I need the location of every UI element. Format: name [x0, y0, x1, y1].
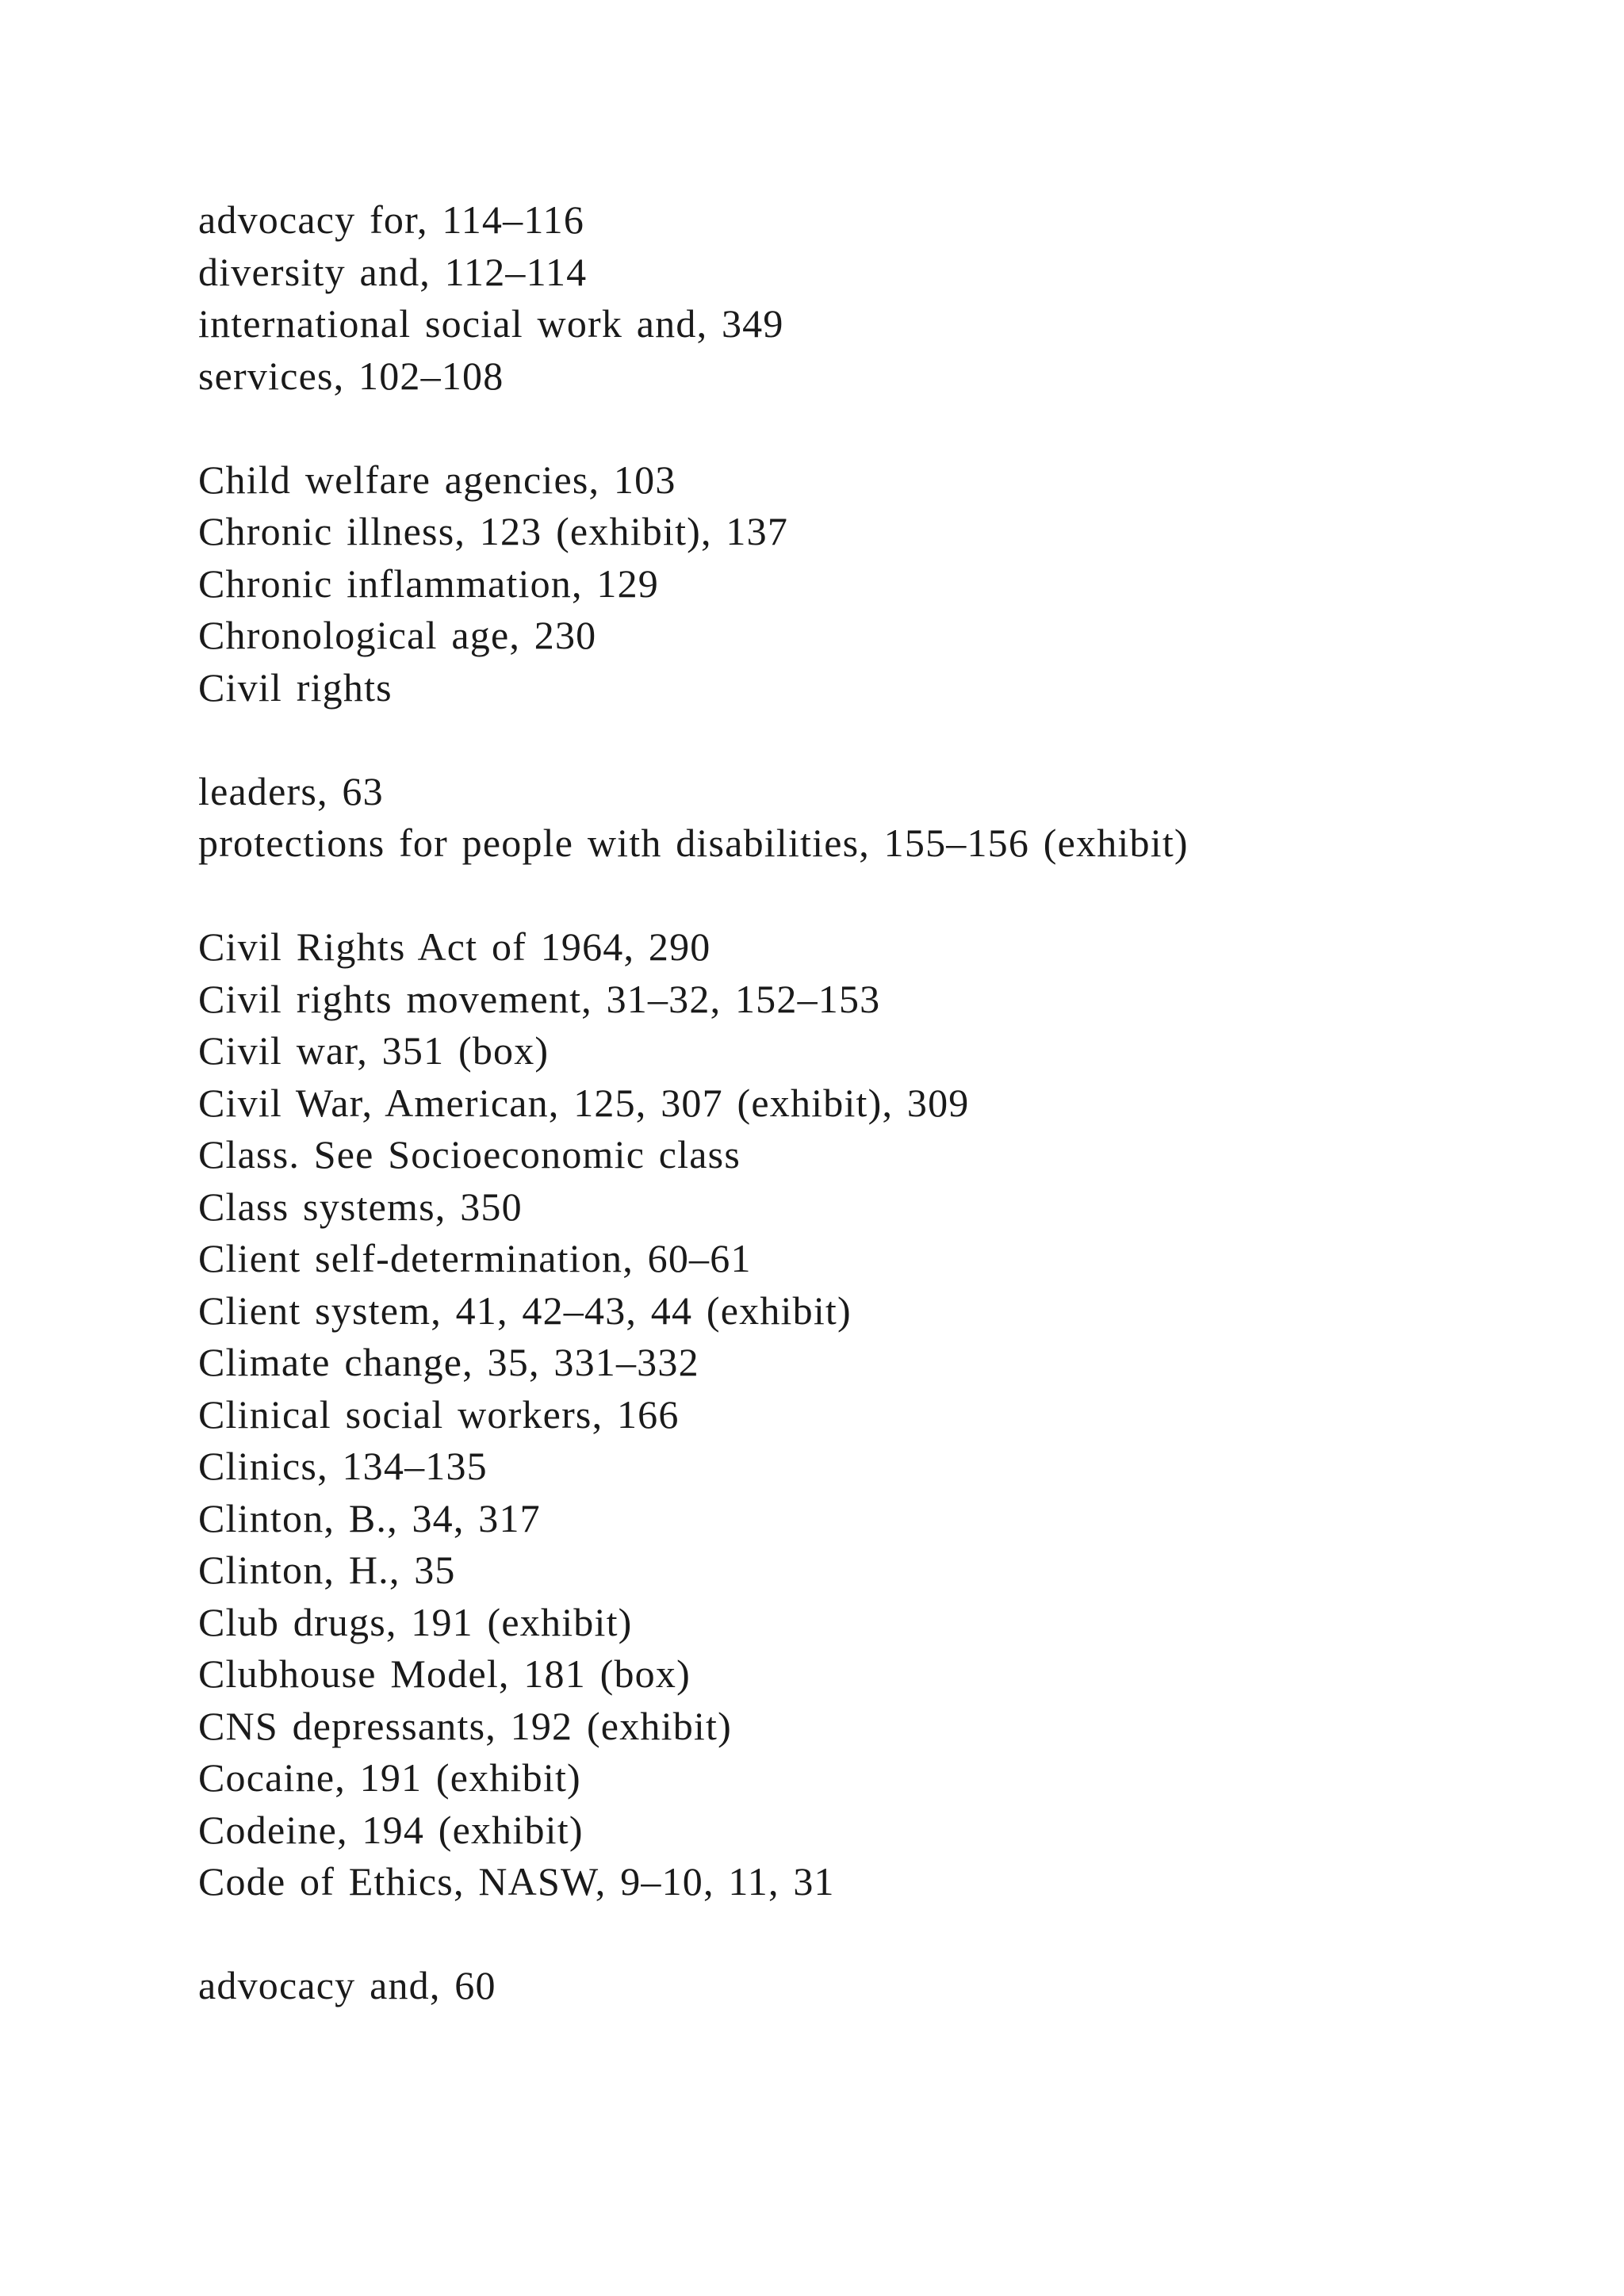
index-entry: Clinics, 134–135 — [198, 1444, 488, 1488]
index-entry: Civil rights movement, 31–32, 152–153 — [198, 976, 881, 1021]
index-entry: services, 102–108 — [198, 353, 504, 398]
index-entry: Civil rights — [198, 664, 393, 710]
index-entry: international social work and, 349 — [198, 301, 784, 346]
index-entry: Code of Ethics, NASW, 9–10, 11, 31 — [198, 1859, 835, 1904]
index-entry: Climate change, 35, 331–332 — [198, 1340, 699, 1384]
index-entry: Club drugs, 191 (exhibit) — [198, 1599, 633, 1644]
index-entry: Civil War, American, 125, 307 (exhibit), 309 — [198, 1080, 970, 1125]
index-entry: Client self-determination, 60–61 — [198, 1236, 752, 1280]
index-entry: advocacy and, 60 — [198, 1963, 496, 2007]
index-entry: Chronological age, 230 — [198, 613, 597, 657]
index-entry: CNS depressants, 192 (exhibit) — [198, 1703, 732, 1748]
blank-line — [198, 714, 1546, 766]
index-entry: Clinical social workers, 166 — [198, 1391, 680, 1437]
blank-line — [198, 870, 1546, 922]
index-entry: Child welfare agencies, 103 — [198, 457, 676, 502]
index-entries — [198, 194, 1546, 2012]
index-entry: diversity and, 112–114 — [198, 249, 588, 294]
index-entry: Clinton, B., 34, 317 — [198, 1495, 541, 1540]
index-entry: protections for people with disabilities, 155–156 (exhibit) — [198, 821, 1189, 865]
index-entry: Cocaine, 191 (exhibit) — [198, 1755, 581, 1800]
index-entry: Codeine, 194 (exhibit) — [198, 1807, 584, 1852]
index-entry: Chronic illness, 123 (exhibit), 137 — [198, 509, 789, 553]
blank-line — [198, 402, 1546, 454]
blank-line — [198, 1908, 1546, 1961]
index-entry: Civil Rights Act of 1964, 290 — [198, 924, 711, 969]
index-entry: Civil war, 351 (box) — [198, 1028, 550, 1073]
index-entry: Class systems, 350 — [198, 1184, 523, 1229]
index-entry: Chronic inflammation, 129 — [198, 561, 659, 606]
index-entry: Clubhouse Model, 181 (box) — [198, 1651, 691, 1696]
index-entry: leaders, 63 — [198, 768, 384, 813]
index-entry: Client system, 41, 42–43, 44 (exhibit) — [198, 1288, 852, 1333]
index-entry: Clinton, H., 35 — [198, 1548, 456, 1592]
index-entry: advocacy for, 114–116 — [198, 197, 585, 242]
index-entry: Class. See Socioeconomic class — [198, 1132, 741, 1177]
